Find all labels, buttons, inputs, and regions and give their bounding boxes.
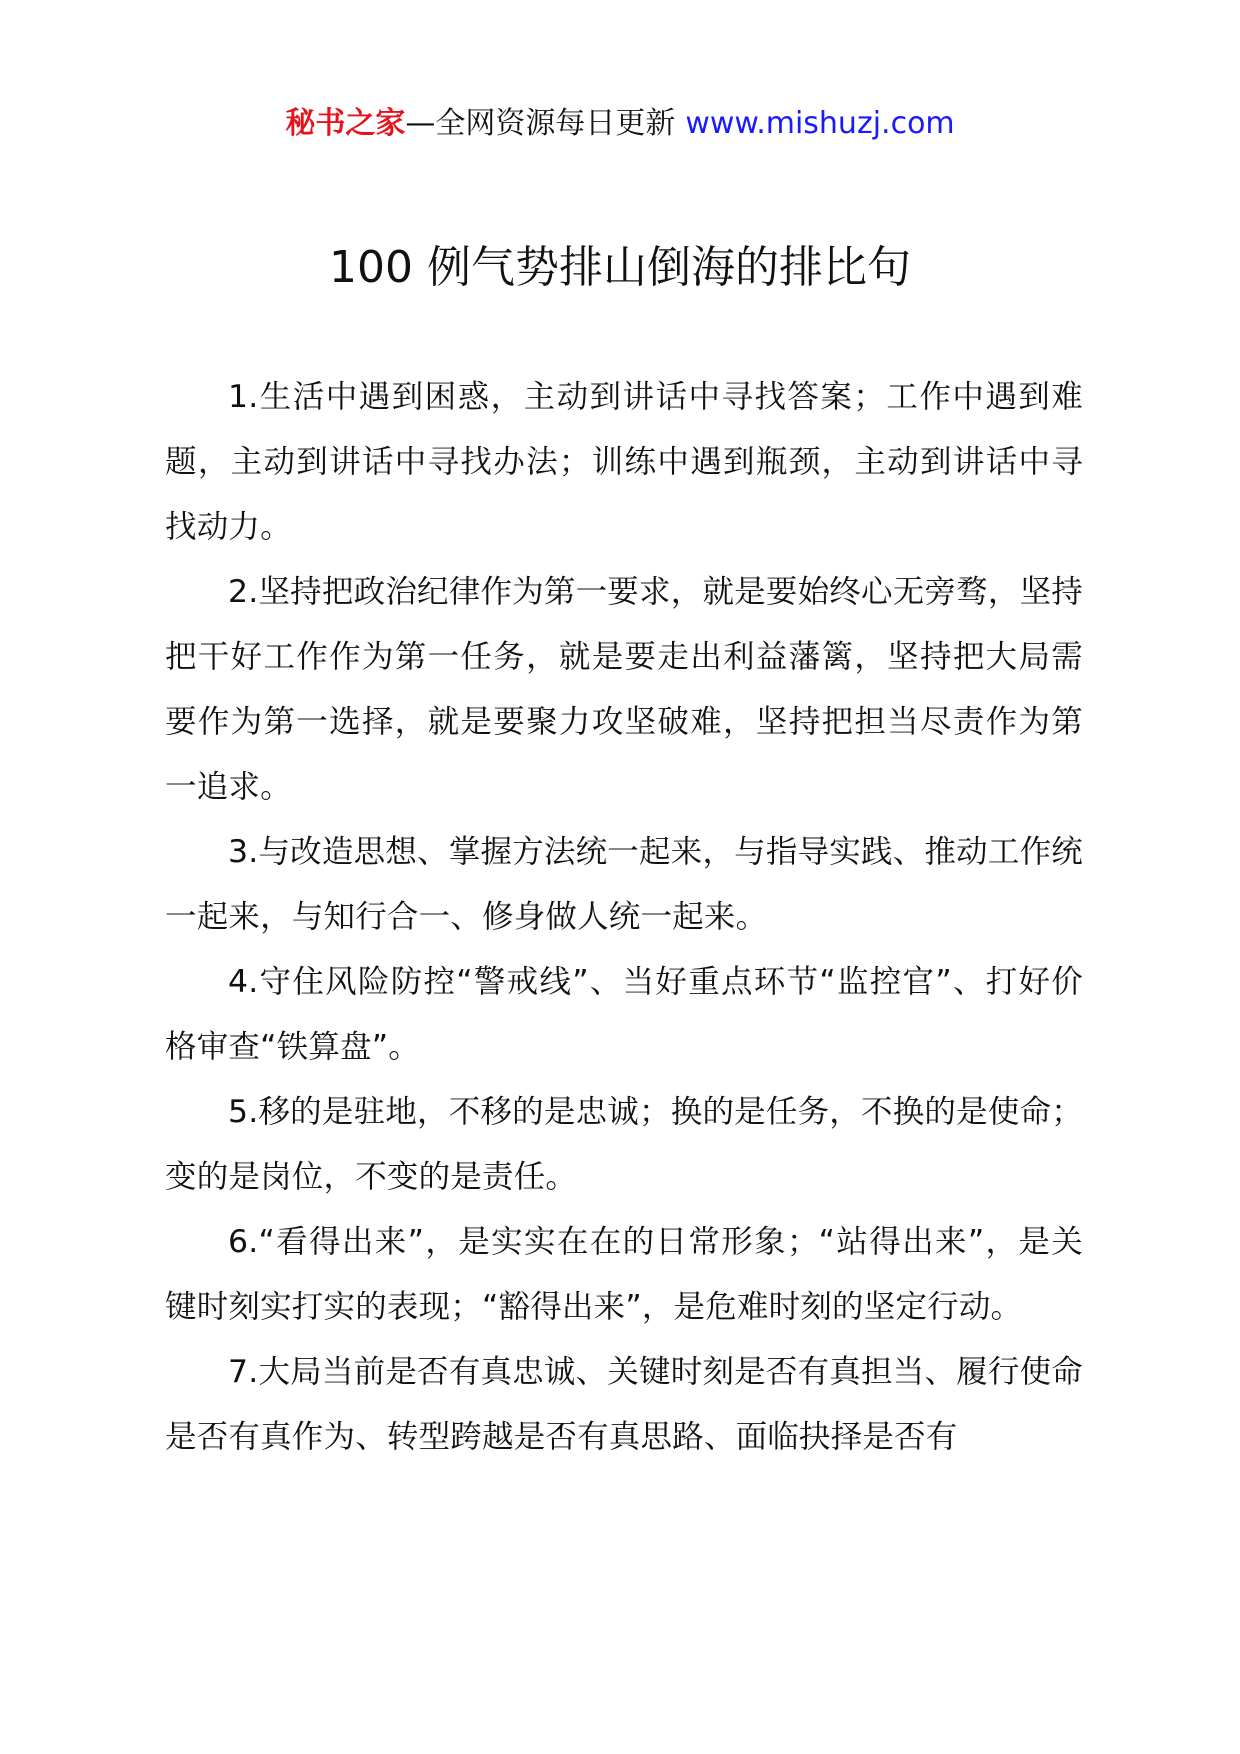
- site-url-link[interactable]: www.mishuzj.com: [685, 106, 955, 141]
- paragraph-7: 7.大局当前是否有真忠诚、关键时刻是否有真担当、履行使命是否有真作为、转型跨越是否有真思路、面临抉择是否有: [165, 1354, 1083, 1455]
- document-body: [165, 365, 1083, 1470]
- paragraph-2: 2.坚持把政治纪律作为第一要求，就是要始终心无旁骛，坚持把干好工作作为第一任务，就是要走出利益藩篱，坚持把大局需要作为第一选择，就是要聚力攻坚破难，坚持把担当尽责作为第一追求。: [165, 574, 1083, 805]
- site-header: [0, 104, 1240, 144]
- paragraph-4: 4.守住风险防控“警戒线”、当好重点环节“监控官”、打好价格审查“铁算盘”。: [165, 964, 1083, 1065]
- document-title: 100 例气势排山倒海的排比句: [329, 242, 911, 293]
- paragraph-6: 6.“看得出来”，是实实在在的日常形象；“站得出来”，是关键时刻实打实的表现；“豁得出来”，是危难时刻的坚定行动。: [165, 1224, 1083, 1325]
- paragraph-1: 1.生活中遇到困惑，主动到讲话中寻找答案；工作中遇到难题，主动到讲话中寻找办法；训练中遇到瓶颈，主动到讲话中寻找动力。: [165, 379, 1083, 545]
- paragraph-3: 3.与改造思想、掌握方法统一起来，与指导实践、推动工作统一起来，与知行合一、修身做人统一起来。: [165, 834, 1083, 935]
- paragraph-5: 5.移的是驻地，不移的是忠诚；换的是任务，不换的是使命；变的是岗位，不变的是责任。: [165, 1094, 1083, 1195]
- brand-name: 秘书之家: [285, 106, 406, 141]
- header-tagline: —全网资源每日更新: [405, 106, 676, 141]
